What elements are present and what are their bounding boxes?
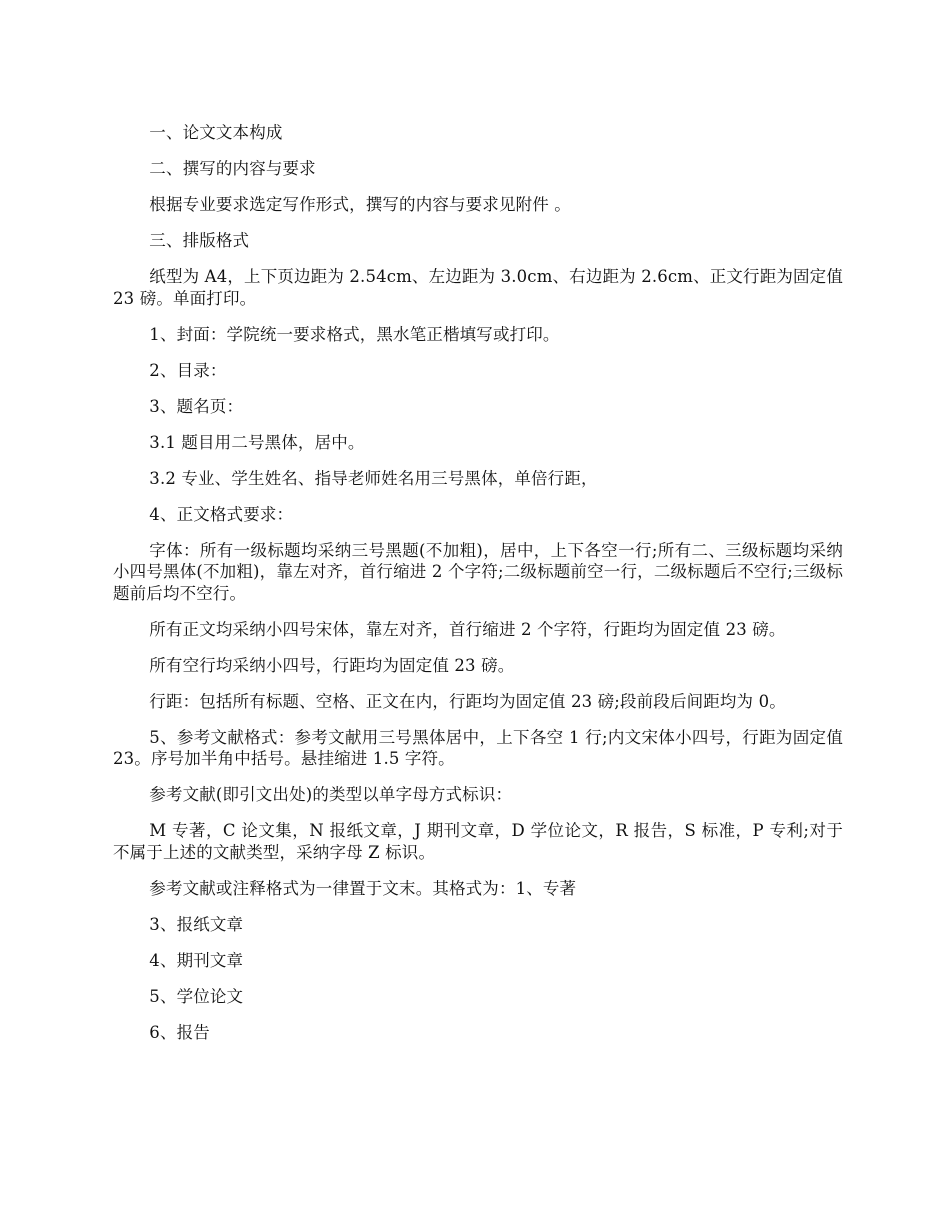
paragraph-heading-fonts: 字体：所有一级标题均采纳三号黑题(不加粗)，居中，上下各空一行;所有二、三级标题均采纳小四号黑体(不加粗)，靠左对齐，首行缩进 2 个字符;二级标题前空一行，二级标题后不空行;三级标题前后均不空行。 bbox=[113, 540, 843, 603]
item-body-format: 4、正文格式要求： bbox=[149, 504, 294, 524]
heading-composition: 一、论文文本构成 bbox=[149, 123, 283, 142]
document-page bbox=[113, 122, 843, 1058]
paragraph-writing-form: 根据专业要求选定写作形式，撰写的内容与要求见附件 。 bbox=[149, 195, 571, 214]
item-toc: 2、目录： bbox=[149, 360, 227, 380]
paragraph-reference-types: 参考文献(即引文出处)的类型以单字母方式标识： bbox=[149, 785, 513, 804]
paragraph-line-spacing: 行距：包括所有标题、空格、正文在内，行距均为固定值 23 磅;段前段后间距均为 0。 bbox=[149, 691, 786, 711]
list-item-newspaper: 3、报纸文章 bbox=[149, 914, 244, 934]
heading-content-requirements: 二、撰写的内容与要求 bbox=[149, 159, 316, 178]
item-names-font: 3.2 专业、学生姓名、指导老师姓名用三号黑体，单倍行距， bbox=[149, 468, 598, 488]
list-item-journal: 4、期刊文章 bbox=[149, 950, 244, 970]
paragraph-body-font: 所有正文均采纳小四号宋体，靠左对齐，首行缩进 2 个字符，行距均为固定值 23 磅。 bbox=[149, 619, 786, 639]
list-item-report: 6、报告 bbox=[149, 1022, 210, 1042]
paragraph-blank-lines: 所有空行均采纳小四号，行距均为固定值 23 磅。 bbox=[149, 655, 515, 675]
item-title-font: 3.1 题目用二号黑体，居中。 bbox=[149, 432, 365, 452]
heading-layout-format: 三、排版格式 bbox=[149, 231, 250, 250]
item-title-page: 3、题名页： bbox=[149, 396, 244, 416]
list-item-thesis: 5、学位论文 bbox=[149, 986, 244, 1006]
item-cover: 1、封面：学院统一要求格式，黑水笔正楷填写或打印。 bbox=[149, 324, 560, 344]
paragraph-paper-margins: 纸型为 A4，上下页边距为 2.54cm、左边距为 3.0cm、右边距为 2.6cm、正文行距为固定值 23 磅。单面打印。 bbox=[113, 267, 843, 308]
paragraph-type-letters: M 专著，C 论文集，N 报纸文章，J 期刊文章，D 学位论文，R 报告，S 标准，P 专利;对于不属于上述的文献类型，采纳字母 Z 标识。 bbox=[113, 821, 843, 862]
item-reference-format: 5、参考文献格式：参考文献用三号黑体居中，上下各空 1 行;内文宋体小四号，行距为固定值 23。序号加半角中括号。悬挂缩进 1.5 字符。 bbox=[113, 727, 843, 768]
paragraph-citation-format: 参考文献或注释格式为一律置于文末。其格式为：1、专著 bbox=[149, 878, 577, 898]
